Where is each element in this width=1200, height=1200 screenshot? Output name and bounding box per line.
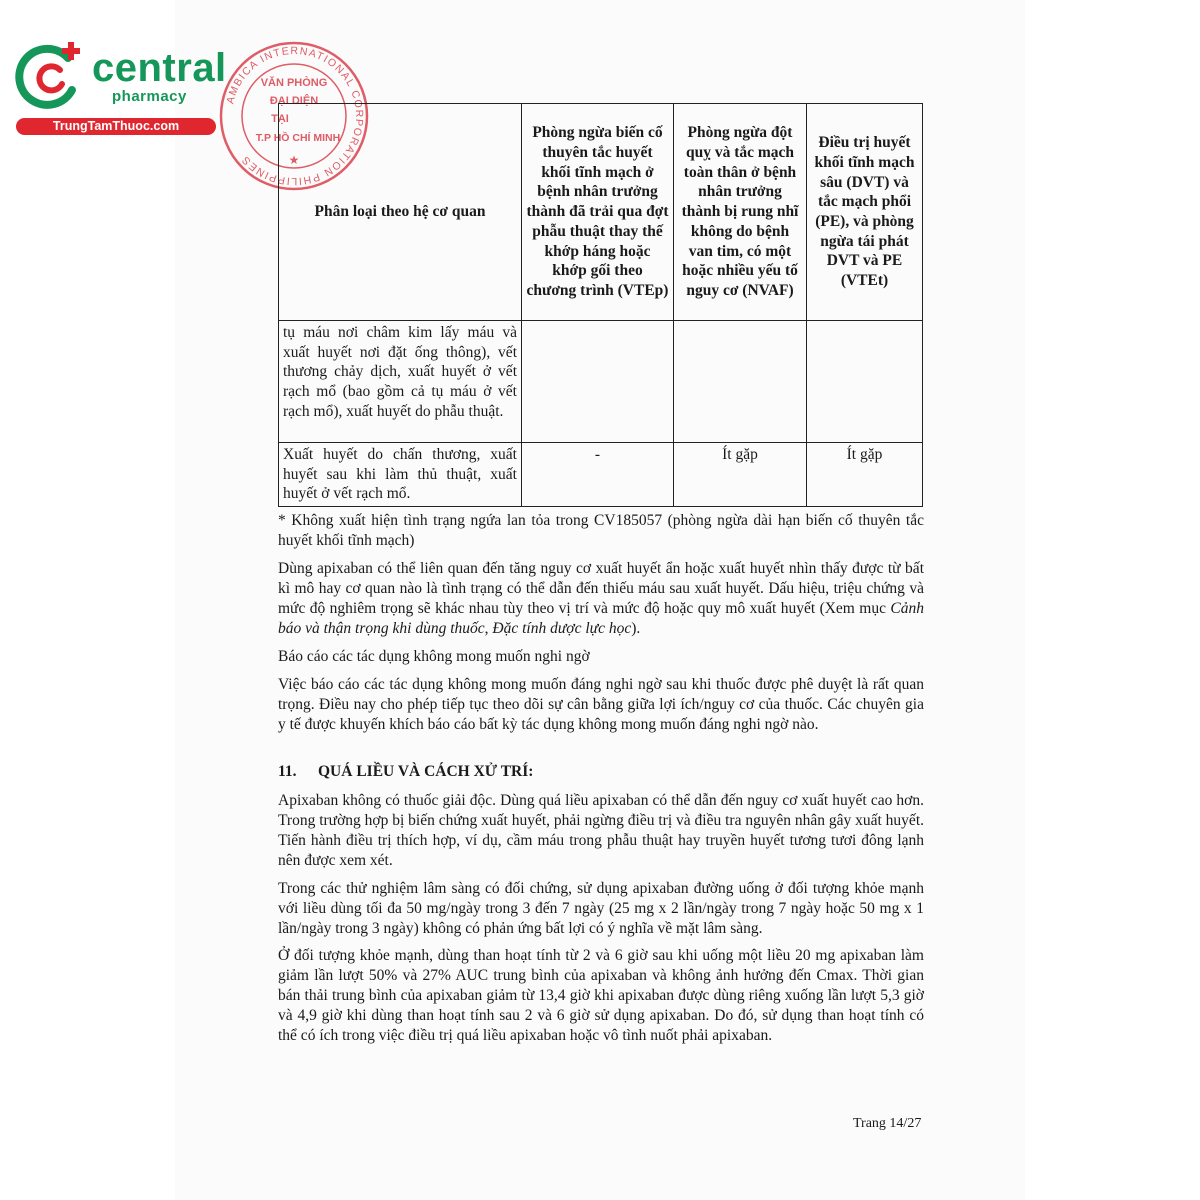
logo-sub-text: pharmacy bbox=[112, 88, 187, 105]
bleeding-paragraph-text: Dùng apixaban có thể liên quan đến tăng nguy cơ xuất huyết ẩn hoặc xuất huyết nhìn thấy được từ bất kì mô hay cơ quan nào là tình trạng có thể dẫn đến thiếu máu sau xuất huyết. Dấu hiệu, triệu chứng và mức độ nghiêm trọng sẽ khác nhau tùy theo vị trí và mức độ hoặc quy mô xuất huyết (Xem mục bbox=[278, 560, 924, 617]
bleeding-paragraph bbox=[278, 559, 924, 639]
central-pharmacy-logo[interactable] bbox=[8, 38, 227, 138]
table-header-cell: Phòng ngừa biến cố thuyên tắc huyết khối tĩnh mạch ở bệnh nhân trưởng thành đã trải qua đợt phẫu thuật thay thế khớp háng hoặc khớp gối theo chương trình (VTEp) bbox=[522, 104, 674, 321]
reference-separator: , bbox=[484, 620, 493, 637]
table-cell: - bbox=[522, 443, 674, 507]
table-header-cell: Phòng ngừa đột quỵ và tắc mạch toàn thân ở bệnh nhân trưởng thành bị rung nhĩ không do bệnh van tim, có một hoặc nhiều yếu tố nguy cơ (NVAF) bbox=[674, 104, 807, 321]
pharmacy-logo-icon bbox=[12, 40, 86, 114]
overdose-paragraph-1: Apixaban không có thuốc giải độc. Dùng quá liều apixaban có thể dẫn đến nguy cơ xuất huyết cao hơn. Trong trường hợp bị biến chứng xuất huyết, phải ngừng điều trị và điều tra nguyên nhân gây xuất huyết. Tiến hành điều trị thích hợp, ví dụ, cầm máu trong phẫu thuật hay truyền huyết tương tươi đông lạnh nên được xem xét. bbox=[278, 792, 924, 869]
bleeding-paragraph-end: ). bbox=[631, 620, 641, 637]
logo-brand-text: central bbox=[92, 46, 227, 90]
table-cell: Xuất huyết do chấn thương, xuất huyết sau khi làm thủ thuật, xuất huyết ở vết rạch mổ. bbox=[279, 443, 522, 507]
table-cell: tụ máu nơi châm kim lấy máu và xuất huyết nơi đặt ống thông), vết thương chảy dịch, xuất huyết ở vết rạch mổ (bao gồm cả tụ máu ở vết rạch mổ), xuất huyết do phẫu thuật. bbox=[279, 321, 522, 443]
page-number: Trang 14/27 bbox=[853, 1116, 922, 1131]
table-cell: Ít gặp bbox=[807, 443, 923, 507]
section-number: 11. bbox=[278, 763, 297, 780]
svg-text:AMBICA INTERNATIONAL CORPORATI: AMBICA INTERNATIONAL CORPORATION PHILIPPINES bbox=[224, 44, 366, 188]
svg-text:VĂN PHÒNG: VĂN PHÒNG bbox=[260, 77, 328, 89]
svg-text:T.P HỒ CHÍ MINH: T.P HỒ CHÍ MINH bbox=[255, 132, 341, 144]
reference-warnings: Cảnh báo và thận trọng khi dùng thuốc bbox=[278, 600, 924, 637]
svg-text:★: ★ bbox=[288, 153, 300, 167]
svg-text:TẠI: TẠI bbox=[271, 113, 289, 125]
svg-text:ĐẠI DIỆN: ĐẠI DIỆN bbox=[269, 95, 319, 107]
section-title: QUÁ LIỀU VÀ CÁCH XỬ TRÍ: bbox=[318, 763, 534, 780]
table-cell bbox=[674, 321, 807, 443]
section-11-heading bbox=[278, 763, 533, 781]
adverse-reactions-table bbox=[278, 103, 923, 507]
table-header-row bbox=[279, 104, 923, 321]
table-row bbox=[279, 443, 923, 507]
logo-url-link[interactable]: TrungTamThuoc.com bbox=[16, 118, 216, 135]
table-row bbox=[279, 321, 923, 443]
footnote-text: * Không xuất hiện tình trạng ngứa lan tỏa trong CV185057 (phòng ngừa dài hạn biến cố thuyên tắc huyết khối tĩnh mạch) bbox=[278, 512, 924, 549]
report-paragraph: Việc báo cáo các tác dụng không mong muốn đáng nghi ngờ sau khi thuốc được phê duyệt là rất quan trọng. Điều nay cho phép tiếp tục theo dõi sự cân bằng giữa lợi ích/nguy cơ của thuốc. Các chuyên gia y tế được khuyến khích báo cáo bất kỳ tác dụng không mong muốn đáng nghi ngờ nào. bbox=[278, 676, 924, 733]
reference-pharmacodynamics: Đặc tính dược lực học bbox=[492, 620, 632, 637]
table-cell bbox=[807, 321, 923, 443]
table-header-cell: Điều trị huyết khối tĩnh mạch sâu (DVT) và tắc mạch phổi (PE), và phòng ngừa tái phát DVT và PE (VTEt) bbox=[807, 104, 923, 321]
table-cell bbox=[522, 321, 674, 443]
table-cell: Ít gặp bbox=[674, 443, 807, 507]
overdose-paragraph-3: Ở đối tượng khỏe mạnh, dùng than hoạt tính từ 2 và 6 giờ sau khi uống một liều 20 mg apixaban làm giảm lần lượt 50% và 27% AUC trung bình của apixaban và không ảnh hưởng đến Cmax. Thời gian bán thải trung bình của apixaban giảm từ 13,4 giờ khi apixaban được dùng riêng xuống lần lượt 5,3 giờ và 4,9 giờ khi dùng than hoạt tính sau 2 và 6 giờ sử dụng apixaban. Do đó, sử dụng than hoạt tính có thể có ích trong việc điều trị quá liều apixaban hoặc vô tình nuốt phải apixaban. bbox=[278, 947, 924, 1044]
table-header-cell: Phân loại theo hệ cơ quan bbox=[279, 104, 522, 321]
overdose-paragraph-2: Trong các thử nghiệm lâm sàng có đối chứng, sử dụng apixaban đường uống ở đối tượng khỏe mạnh với liều dùng tối đa 50 mg/ngày trong 3 đến 7 ngày (25 mg x 2 lần/ngày trong 7 ngày hoặc 50 mg x 1 lần/ngày trong 3 ngày) không có phản ứng bất lợi có ý nghĩa về mặt lâm sàng. bbox=[278, 880, 924, 937]
report-subheading: Báo cáo các tác dụng không mong muốn nghi ngờ bbox=[278, 648, 590, 665]
